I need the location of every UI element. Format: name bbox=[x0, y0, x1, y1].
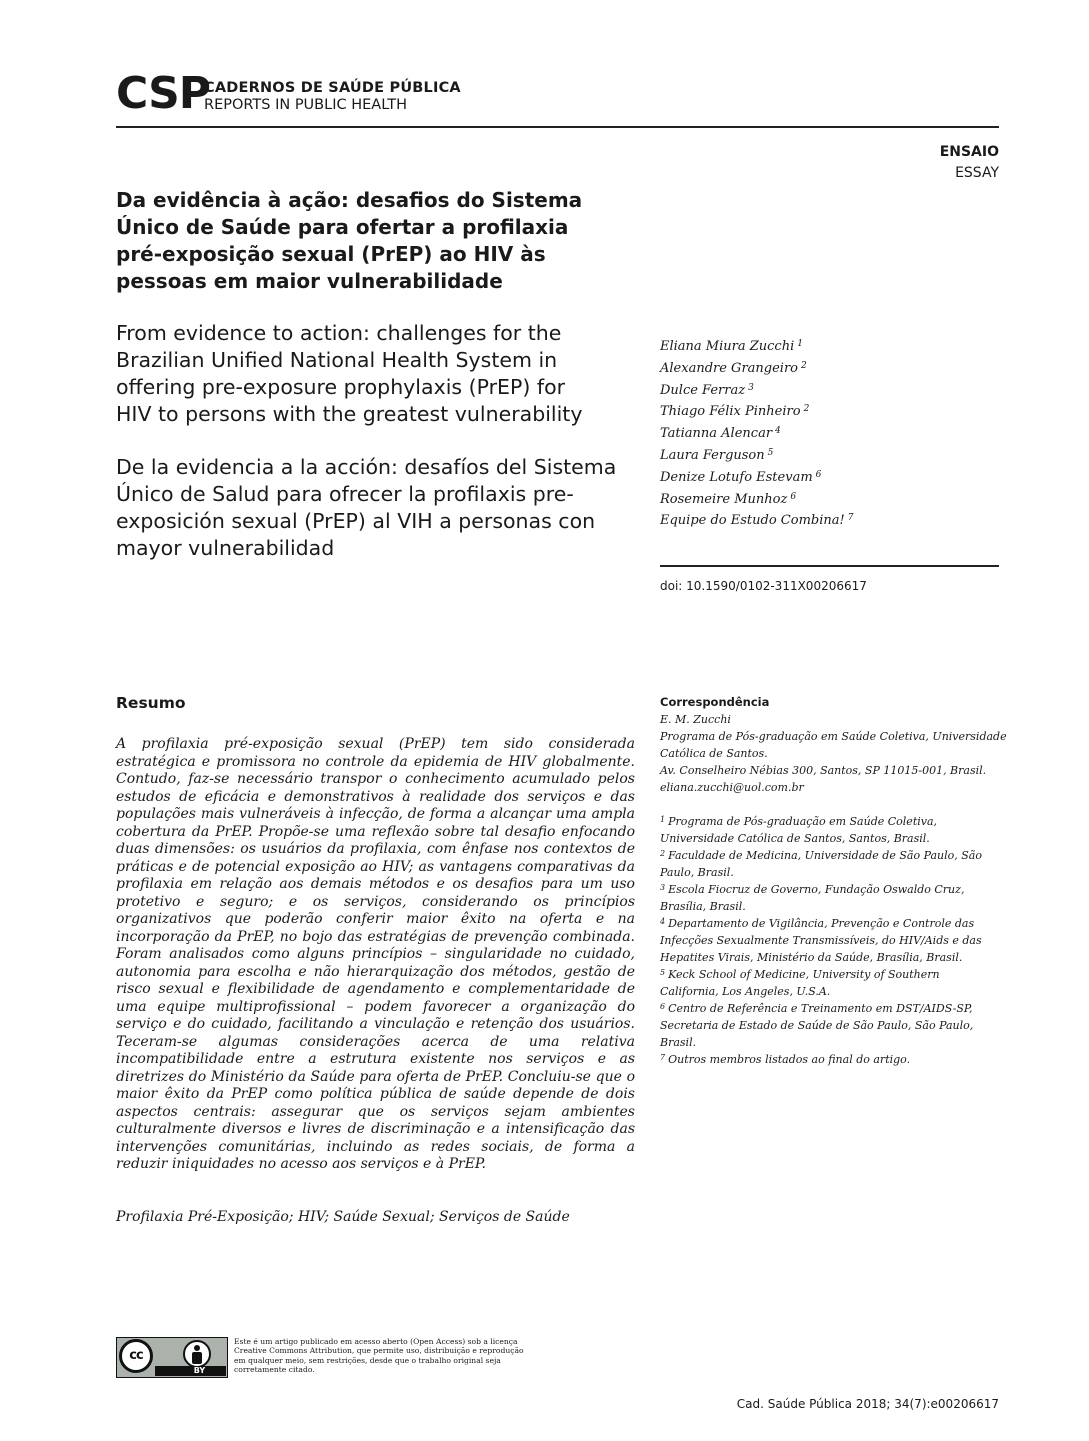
affiliation-number: 5 bbox=[660, 968, 666, 977]
author-affiliation-number: 4 bbox=[775, 426, 781, 437]
affiliation-item bbox=[660, 1051, 998, 1068]
title-spanish: De la evidencia a la acción: desafíos del Sistema Único de Salud para ofrecer la profilaxis pre-exposición sexual (PrEP) al VIH a personas con mayor vulnerabilidad bbox=[116, 455, 617, 560]
author-name: Denize Lotufo Estevam bbox=[660, 469, 813, 485]
section-label-en: ESSAY bbox=[955, 165, 999, 181]
affiliation-number: 1 bbox=[660, 815, 666, 824]
affiliation-number: 3 bbox=[660, 883, 666, 892]
author bbox=[660, 445, 980, 467]
author bbox=[660, 401, 980, 423]
author-affiliation-number: 7 bbox=[847, 513, 854, 524]
correspondence-line: Programa de Pós-graduação em Saúde Coletiva, Universidade bbox=[660, 730, 1007, 743]
author-name: Alexandre Grangeiro bbox=[660, 360, 798, 376]
author bbox=[660, 467, 980, 489]
author-affiliation-number: 1 bbox=[797, 339, 803, 349]
correspondence-name: E. M. Zucchi bbox=[660, 713, 731, 726]
affiliation-item bbox=[660, 847, 998, 881]
author bbox=[660, 380, 980, 402]
affiliation-text: Keck School of Medicine, University of Southern California, Los Angeles, U.S.A. bbox=[660, 968, 940, 998]
author-affiliation-number: 6 bbox=[790, 491, 797, 502]
authors-rule bbox=[660, 565, 999, 567]
correspondence-block bbox=[660, 711, 1007, 796]
affiliation-text: Outros membros listados ao final do artigo. bbox=[668, 1053, 911, 1066]
creative-commons-badge[interactable] bbox=[116, 1337, 228, 1378]
title-english: From evidence to action: challenges for the Brazilian Unified National Health System in offering pre-exposure prophylaxis (PrEP) for HIV to persons with the greatest vulnerability bbox=[116, 321, 583, 426]
header-rule bbox=[116, 126, 999, 128]
affiliation-text: Programa de Pós-graduação em Saúde Coletiva, Universidade Católica de Santos, Santos, Brasil. bbox=[660, 815, 938, 845]
affiliation-number: 6 bbox=[660, 1002, 666, 1011]
attribution-icon-head bbox=[194, 1345, 200, 1351]
abstract-text: A profilaxia pré-exposição sexual (PrEP) tem sido considerada estratégica e promissora no controle da epidemia de HIV globalmente. Contudo, faz-se necessário transpor o conhecimento acumulado pelos estudos de eficácia e demonstrativos à realidade dos serviços e das populações mais vulneráveis à infecção, de forma a alcançar uma ampla cobertura da PrEP. Propõe-se uma reflexão sobre tal desafio enfocando duas dimensões: os usuários da profilaxia, com ênfase nos contextos de práticas e de potencial exposição ao HIV; as vantagens comparativas da profilaxia em relação aos demais métodos e os desafios para um uso protetivo e seguro; e os serviços, considerando os princípios organizativos que poderão conferir maior êxito na oferta e na incorporação da PrEP, no bojo das estratégias de prevenção combinada. Foram analisados como alguns princípios – singularidade no cuidado, autonomia para escolha e não hierarquização dos métodos, gestão de risco sexual e flexibilidade de agendamento e complementaridade de uma equipe multiprofissional – podem favorecer a organização do serviço e do cuidado, facilitando a vinculação e retenção dos usuários. Teceram-se algumas considerações acerca de uma relativa incompatibilidade entre a estrutura existente nos serviços e as diretrizes do Ministério da Saúde para oferta de PrEP. Concluiu-se que o maior êxito da PrEP como política pública de saúde depende de dois aspectos centrais: assegurar que os serviços sejam ambientes culturalmente diversos e livres de discriminação e a intensificação das intervenções comunitárias, incluindo as redes sociais, de forma a reduzir iniquidades no acesso aos serviços e à PrEP. bbox=[116, 736, 635, 1172]
correspondence-heading: Correspondência bbox=[660, 695, 770, 709]
author-name: Dulce Ferraz bbox=[660, 382, 746, 398]
author-name: Tatianna Alencar bbox=[660, 426, 773, 442]
author bbox=[660, 510, 980, 532]
author bbox=[660, 489, 980, 511]
author bbox=[660, 358, 980, 380]
author-name: Eliana Miura Zucchi bbox=[660, 339, 795, 354]
affiliation-text: Departamento de Vigilância, Prevenção e Controle das Infecções Sexualmente Transmissíveis, do HIV/Aids e das Hepatites Virais, Ministério da Saúde, Brasília, Brasil. bbox=[660, 917, 982, 964]
section-label-pt: ENSAIO bbox=[939, 144, 999, 160]
title-portuguese: Da evidência à ação: desafios do Sistema Único de Saúde para ofertar a profilaxia pré-exposição sexual (PrEP) ao HIV às pessoas em maior vulnerabilidade bbox=[116, 188, 583, 293]
affiliation-item bbox=[660, 881, 998, 915]
doi-link[interactable]: doi: 10.1590/0102-311X00206617 bbox=[660, 579, 867, 593]
author-name: Equipe do Estudo Combina! bbox=[660, 513, 845, 529]
license-text: Este é um artigo publicado em acesso aberto (Open Access) sob a licença Creative Commons Attribution, que permite uso, distribuição e reprodução em qualquer meio, sem restrições, desde que o trabalho original seja corretamente citado. bbox=[234, 1337, 524, 1374]
section-label bbox=[940, 142, 999, 184]
affiliation-item bbox=[660, 915, 998, 966]
author-affiliation-number: 6 bbox=[815, 469, 822, 480]
citation: Cad. Saúde Pública 2018; 34(7):e00206617 bbox=[736, 1397, 999, 1411]
affiliation-item bbox=[660, 966, 998, 1000]
affiliation-text: Escola Fiocruz de Governo, Fundação Oswaldo Cruz, Brasília, Brasil. bbox=[660, 883, 965, 913]
by-label: BY bbox=[155, 1366, 226, 1376]
journal-logo: CSP bbox=[116, 68, 211, 119]
affiliation-number: 2 bbox=[660, 849, 666, 858]
affiliation-text: Faculdade de Medicina, Universidade de São Paulo, São Paulo, Brasil. bbox=[660, 849, 982, 879]
correspondence-email[interactable]: eliana.zucchi@uol.com.br bbox=[660, 781, 804, 794]
author-affiliation-number: 2 bbox=[801, 360, 807, 371]
author-affiliation-number: 5 bbox=[767, 447, 774, 458]
author-name: Laura Ferguson bbox=[660, 447, 765, 463]
affiliation-item bbox=[660, 1000, 998, 1051]
journal-name: CADERNOS DE SAÚDE PÚBLICA bbox=[204, 80, 461, 96]
author-list bbox=[660, 336, 980, 532]
author-affiliation-number: 3 bbox=[748, 382, 754, 393]
attribution-icon-body bbox=[192, 1352, 202, 1364]
author-name: Thiago Félix Pinheiro bbox=[660, 404, 801, 420]
correspondence-address: Av. Conselheiro Nébias 300, Santos, SP 11015-001, Brasil. bbox=[660, 764, 987, 777]
abstract-heading: Resumo bbox=[116, 694, 186, 712]
author-name: Rosemeire Munhoz bbox=[660, 491, 788, 507]
affiliation-item bbox=[660, 813, 998, 847]
attribution-icon bbox=[183, 1340, 211, 1368]
keywords: Profilaxia Pré-Exposição; HIV; Saúde Sexual; Serviços de Saúde bbox=[116, 1209, 570, 1225]
affiliation-number: 7 bbox=[660, 1053, 666, 1062]
journal-subtitle: REPORTS IN PUBLIC HEALTH bbox=[204, 97, 408, 113]
affiliation-text: Centro de Referência e Treinamento em DST/AIDS-SP, Secretaria de Estado de Saúde de São Paulo, São Paulo, Brasil. bbox=[660, 1002, 974, 1049]
affiliation-list bbox=[660, 813, 998, 1068]
cc-icon: cc bbox=[119, 1339, 153, 1373]
author-affiliation-number: 2 bbox=[803, 404, 810, 415]
affiliation-number: 4 bbox=[660, 917, 666, 926]
correspondence-line: Católica de Santos. bbox=[660, 747, 768, 760]
author bbox=[660, 423, 980, 445]
author bbox=[660, 336, 980, 358]
